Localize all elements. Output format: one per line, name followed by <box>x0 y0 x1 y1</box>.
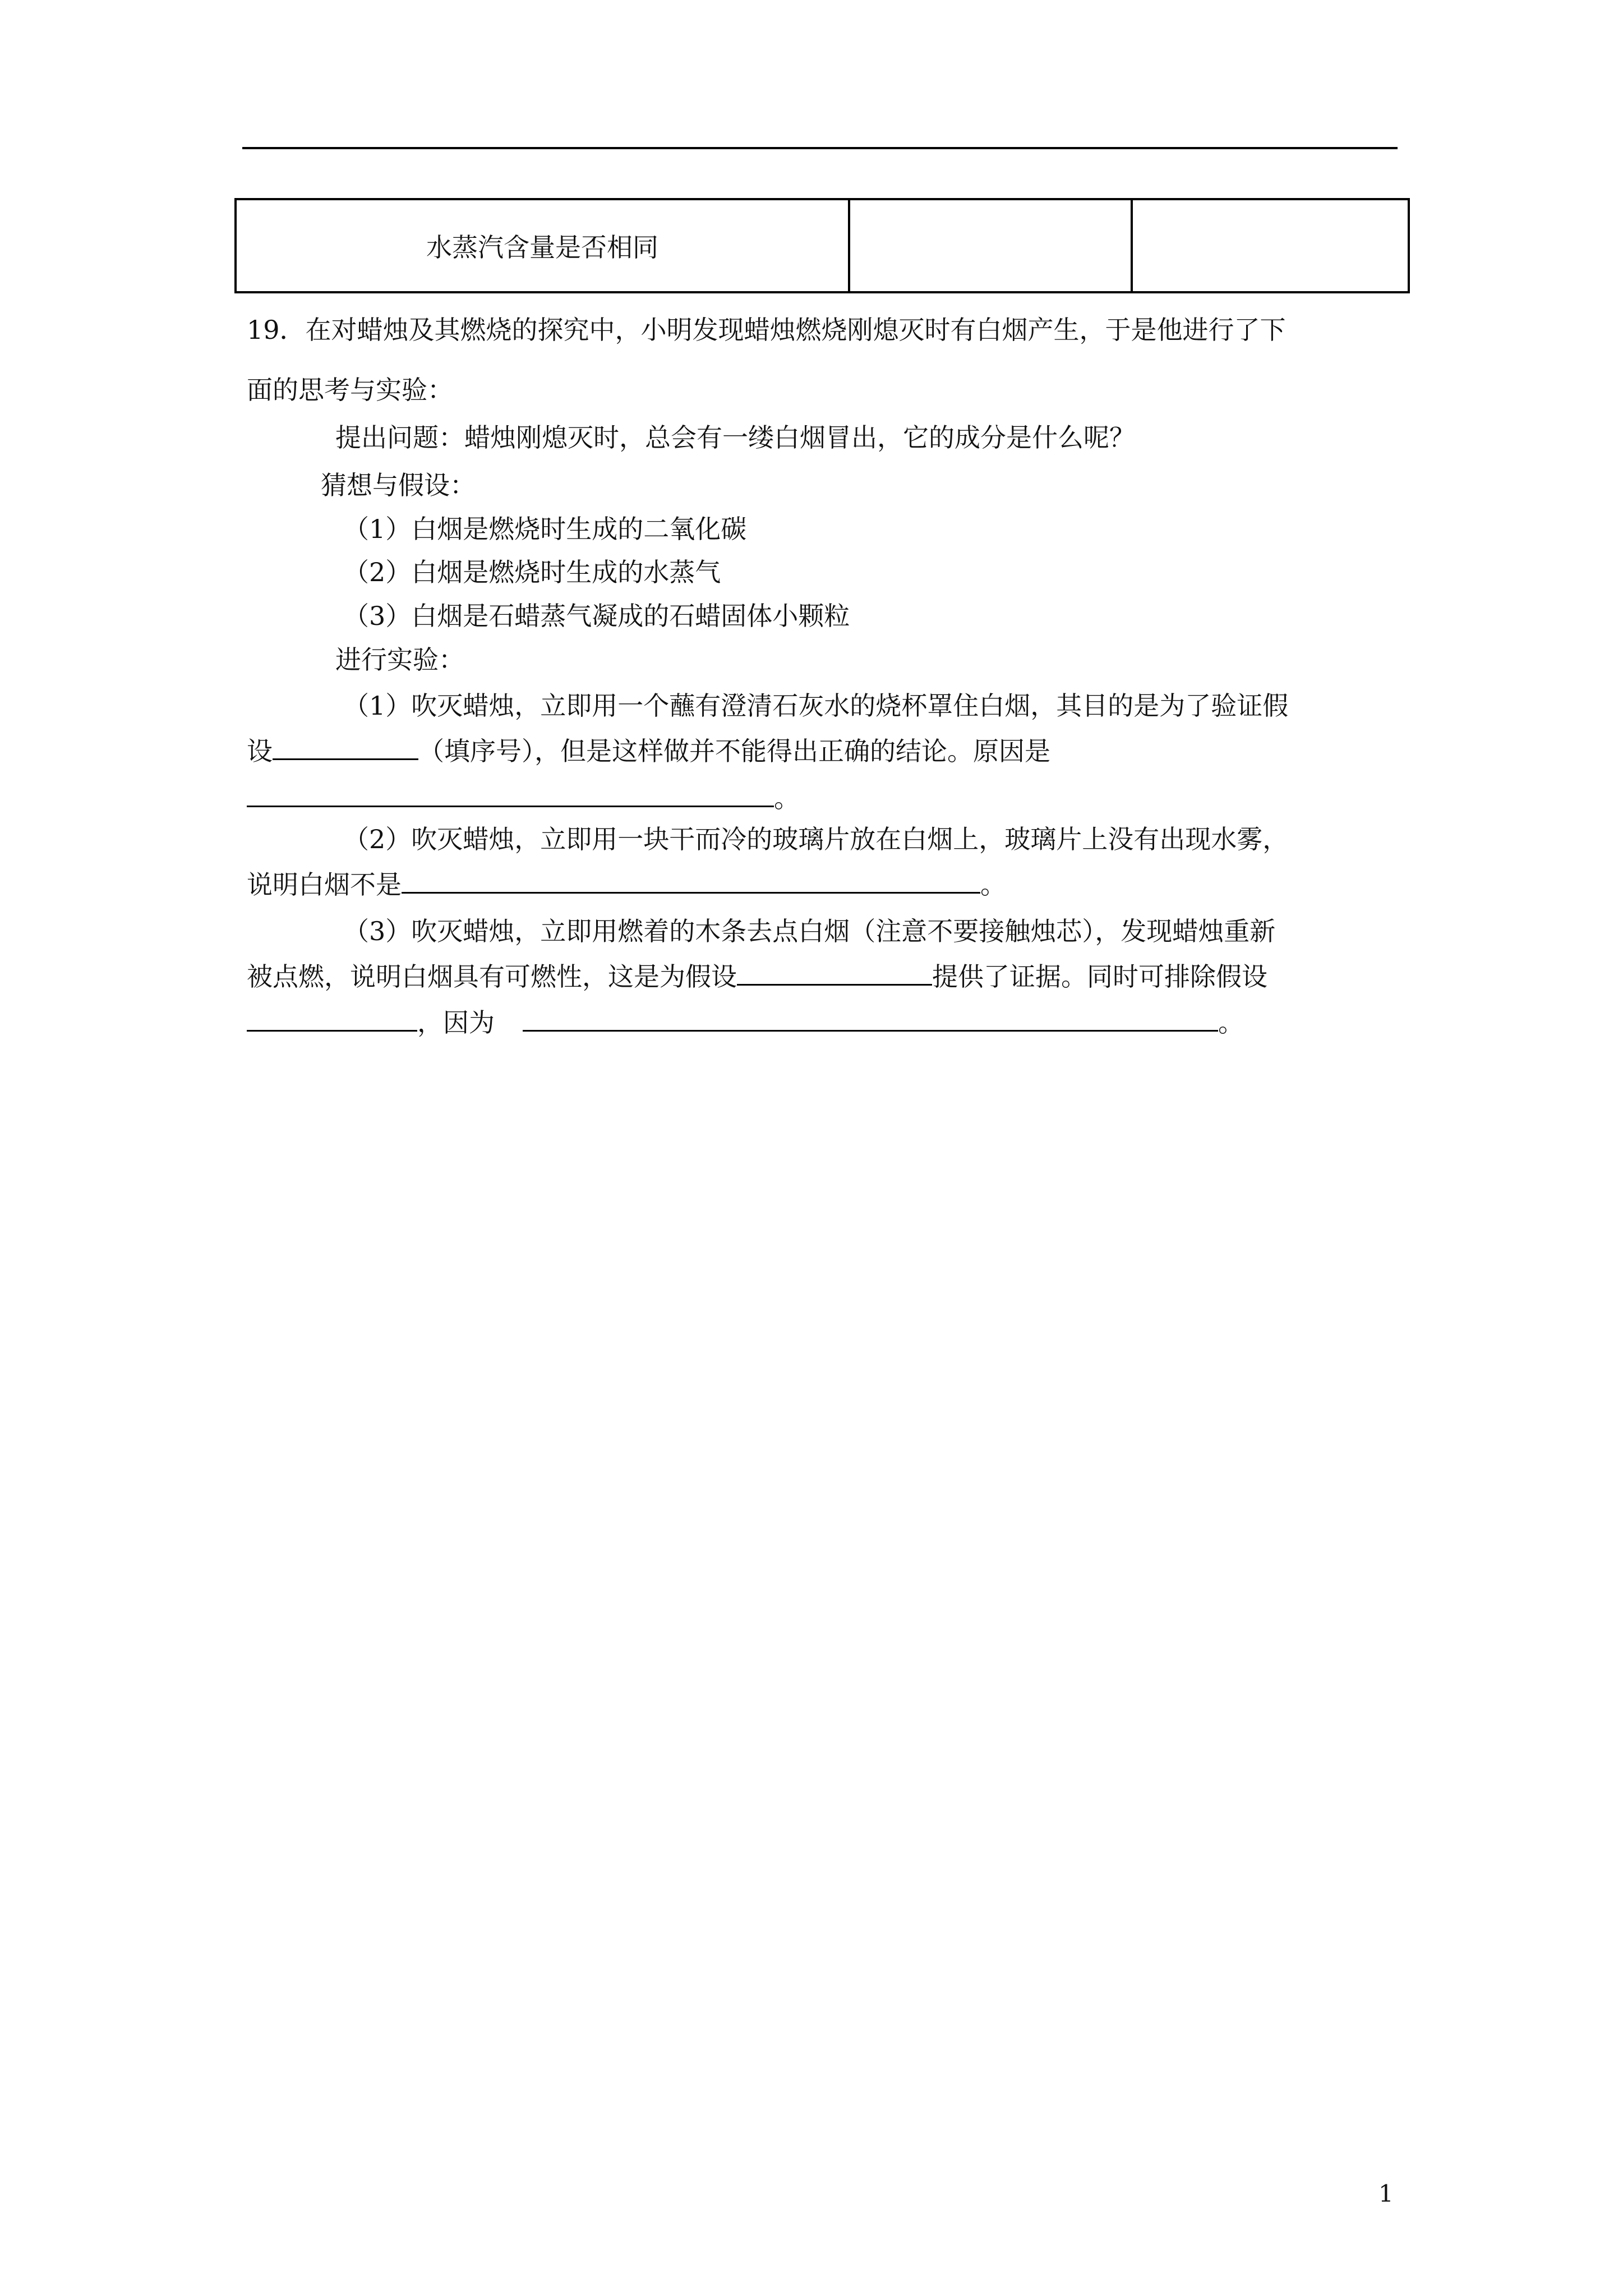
experiment-2-line-1: （2）吹灭蜡烛，立即用一块干而冷的玻璃片放在白烟上，玻璃片上没有出现水雾， <box>343 824 1289 854</box>
answer-blank-5[interactable] <box>247 1005 417 1032</box>
hypothesis-2: （2）白烟是燃烧时生成的水蒸气 <box>343 557 721 587</box>
table-cell-answer-2 <box>1132 199 1409 292</box>
table-cell-answer-1 <box>849 199 1132 292</box>
answer-blank-1[interactable] <box>273 734 418 760</box>
answer-blank-2[interactable] <box>247 781 774 807</box>
experiment-3-prefix: 被点燃，说明白烟具有可燃性，这是为假设 <box>247 961 737 992</box>
experiment-title: 进行实验： <box>335 645 464 675</box>
experiment-2-end: 。 <box>980 869 1006 900</box>
experiment-3-end: 。 <box>1218 1007 1244 1038</box>
experiment-3-line-1: （3）吹灭蜡烛，立即用燃着的木条去点白烟（注意不要接触烛芯），发现蜡烛重新 <box>343 916 1276 946</box>
experiment-3-middle: 提供了证据。同时可排除假设 <box>932 961 1267 992</box>
table-row <box>236 199 1409 292</box>
experiment-1-line-1: （1）吹灭蜡烛，立即用一个蘸有澄清石灰水的烧杯罩住白烟，其目的是为了验证假 <box>343 691 1289 721</box>
question-line-1: 19．在对蜡烛及其燃烧的探究中，小明发现蜡烛燃烧刚熄灭时有白烟产生，于是他进行了下 <box>247 315 1286 345</box>
header-rule <box>242 147 1398 149</box>
hypothesis-title: 猜想与假设： <box>321 470 476 500</box>
experiment-3-line-3 <box>247 1005 1244 1039</box>
comparison-table <box>234 198 1410 293</box>
table-cell-label: 水蒸汽含量是否相同 <box>236 199 849 292</box>
answer-blank-6[interactable] <box>523 1005 1218 1032</box>
answer-blank-4[interactable] <box>737 959 932 986</box>
question-line-2: 面的思考与实验： <box>247 375 453 405</box>
experiment-1-prefix: 设 <box>247 736 273 766</box>
experiment-2-line-2 <box>247 867 1006 901</box>
hypothesis-3: （3）白烟是石蜡蒸气凝成的石蜡固体小颗粒 <box>343 601 850 631</box>
problem-statement: 提出问题：蜡烛刚熄灭时，总会有一缕白烟冒出，它的成分是什么呢？ <box>335 422 1135 453</box>
experiment-2-prefix: 说明白烟不是 <box>247 869 402 900</box>
hypothesis-1: （1）白烟是燃烧时生成的二氧化碳 <box>343 514 747 544</box>
experiment-3-because: ，因为 <box>417 1007 495 1038</box>
answer-blank-3[interactable] <box>402 867 980 894</box>
experiment-1-line-3 <box>247 781 800 815</box>
experiment-1-line-2 <box>247 734 1050 768</box>
experiment-3-line-2 <box>247 959 1267 993</box>
experiment-1-end: 。 <box>774 783 800 813</box>
experiment-1-suffix: （填序号），但是这样做并不能得出正确的结论。原因是 <box>418 736 1050 766</box>
page-number: 1 <box>1378 2180 1394 2207</box>
